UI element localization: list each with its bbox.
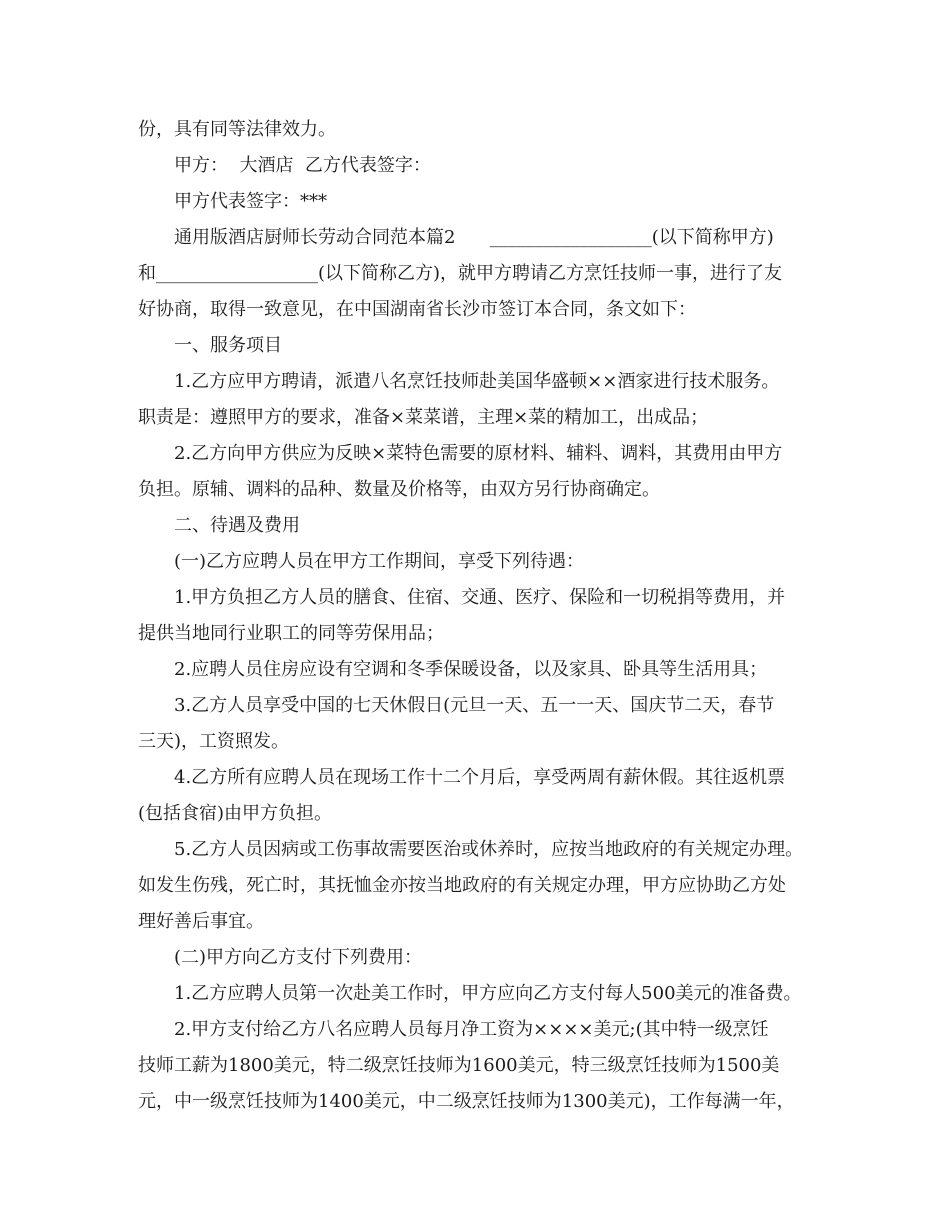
- text-line: 3.乙方人员享受中国的七天休假日(元旦一天、五一一天、国庆节二天，春节: [174, 695, 775, 716]
- text-line: 提供当地同行业职工的同等劳保用品；: [138, 623, 444, 644]
- section-title: 通用版酒店厨师长劳动合同范本篇2 __________________(以下简称甲方): [174, 227, 774, 248]
- text-line: 2.甲方支付给乙方八名应聘人员每月净工资为××××美元;(其中特一级烹饪: [174, 1019, 769, 1040]
- text-line: 甲方代表签字：***: [174, 191, 327, 212]
- section-heading: 二、待遇及费用: [174, 515, 300, 536]
- text-line: 负担。原辅、调料的品种、数量及价格等，由双方另行协商确定。: [138, 479, 660, 500]
- text-line: 好协商，取得一致意见，在中国湖南省长沙市签订本合同，条文如下：: [138, 299, 696, 320]
- text-line: (包括食宿)由甲方负担。: [138, 803, 333, 824]
- text-line: (二)甲方向乙方支付下列费用：: [174, 947, 423, 968]
- text-line: 4.乙方所有应聘人员在现场工作十二个月后，享受两周有薪休假。其往返机票: [174, 767, 786, 788]
- text-line: 2.乙方向甲方供应为反映×菜特色需要的原材料、辅料、调料，其费用由甲方: [174, 443, 783, 464]
- text-line: 1.乙方应甲方聘请，派遣八名烹饪技师赴美国华盛顿××酒家进行技术服务。: [174, 371, 780, 392]
- text-line: 三天)，工资照发。: [138, 731, 290, 752]
- text-line: 5.乙方人员因病或工伤事故需要医治或休养时，应按当地政府的有关规定办理。: [174, 839, 804, 860]
- text-line: 如发生伤残，死亡时，其抚恤金亦按当地政府的有关规定办理，甲方应协助乙方处: [138, 875, 786, 896]
- text-line: (一)乙方应聘人员在甲方工作期间，享受下列待遇：: [174, 551, 585, 572]
- text-line: 1.乙方应聘人员第一次赴美工作时，甲方应向乙方支付每人500美元的准备费。: [174, 983, 802, 1004]
- text-line: 理好善后事宜。: [138, 911, 264, 932]
- text-line: 职责是：遵照甲方的要求，准备×菜菜谱，主理×菜的精加工，出成品；: [138, 407, 709, 428]
- text-line: 1.甲方负担乙方人员的膳食、住宿、交通、医疗、保险和一切税捐等费用，并: [174, 587, 786, 608]
- text-line: 和__________________(以下简称乙方)，就甲方聘请乙方烹饪技师一事，进行了友: [138, 263, 783, 284]
- text-line: 2.应聘人员住房应设有空调和冬季保暖设备，以及家具、卧具等生活用具；: [174, 659, 768, 680]
- text-line: 元，中一级烹饪技师为1400美元，中二级烹饪技师为1300美元)，工作每满一年，: [138, 1091, 795, 1112]
- text-line: 份，具有同等法律效力。: [138, 119, 336, 140]
- text-line: 技师工薪为1800美元，特二级烹饪技师为1600美元，特三级烹饪技师为1500美: [138, 1055, 780, 1076]
- text-line: 甲方： 大酒店 乙方代表签字：: [174, 155, 431, 176]
- section-heading: 一、服务项目: [174, 335, 282, 356]
